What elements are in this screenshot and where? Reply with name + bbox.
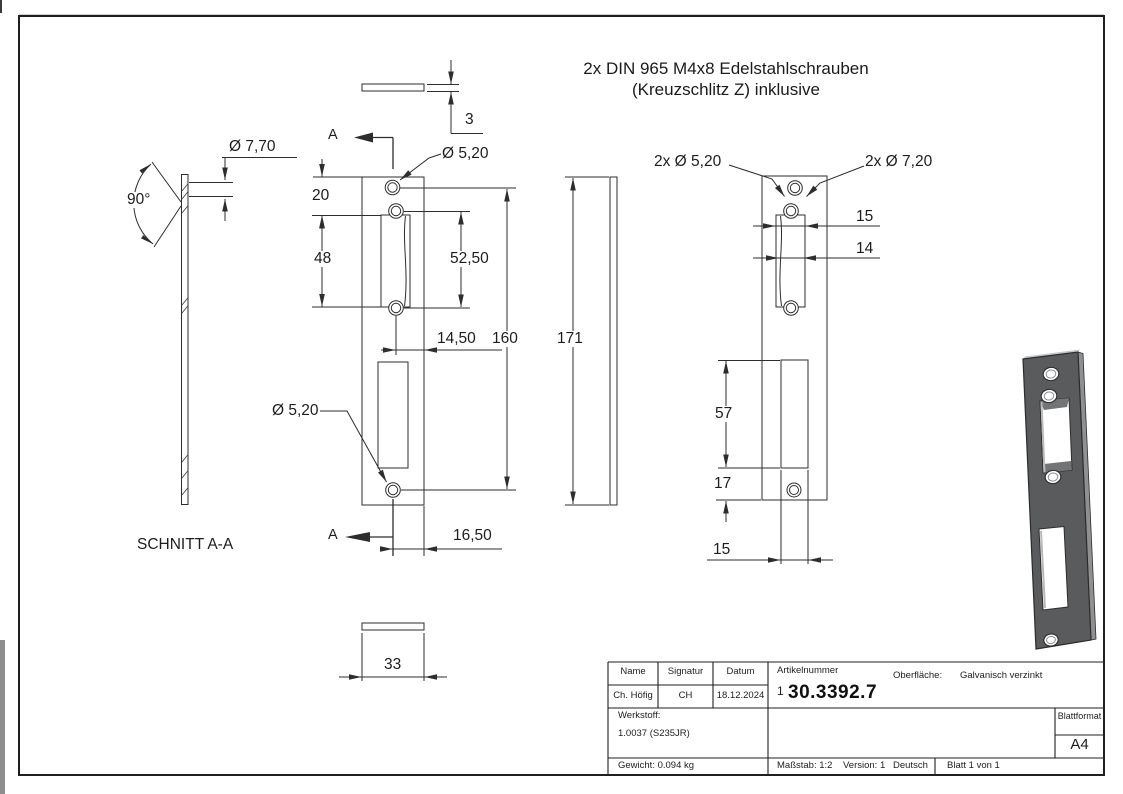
tb-value-blattformat: A4 — [1070, 736, 1089, 753]
dim-hole-spacing-latch: 52,50 — [450, 250, 489, 267]
tb-value-signatur: CH — [678, 690, 693, 701]
tb-header-oberflaeche: Oberfläche: — [893, 670, 943, 681]
window-corner-mark — [0, 0, 2, 13]
dim-bottom-hole-offset: 16,50 — [453, 527, 492, 544]
tb-value-massstab: Maßstab: 1:2 — [777, 760, 833, 771]
tb-header-datum: Datum — [726, 666, 755, 677]
window-edge-stripe — [0, 640, 5, 794]
dim-hole-dia-bottom: Ø 5,20 — [272, 402, 319, 419]
cut-mark-top: A — [328, 127, 338, 143]
dim-hole-dia-top: Ø 5,20 — [442, 145, 489, 162]
section-cut-arrow-top — [354, 133, 393, 170]
tb-artikelnummer-sup: 1 — [777, 684, 784, 698]
dim-latch-height: 48 — [314, 250, 332, 267]
dim-bottom-margin: 17 — [714, 475, 732, 492]
screws-note-line1: 2x DIN 965 M4x8 Edelstahlschrauben — [583, 59, 869, 78]
tb-artikelnummer: 30.3392.7 — [788, 682, 878, 703]
screws-note — [540, 58, 912, 100]
tb-value-werkstoff: 1.0037 (S235JR) — [618, 728, 690, 739]
tb-value-datum: 18.12.2024 — [716, 690, 765, 701]
section-view — [134, 158, 297, 505]
dim-countersink-angle: 90° — [127, 191, 151, 208]
tb-header-blattformat: Blattformat — [1057, 711, 1102, 721]
tb-value-name: Ch. Höfig — [613, 690, 653, 701]
dim-latch-width: 15 — [856, 208, 874, 225]
tb-value-gewicht: Gewicht: 0.094 kg — [618, 760, 695, 771]
tb-value-version: Version: 1 — [843, 760, 886, 771]
tb-header-artikelnummer: Artikelnummer — [777, 665, 839, 676]
edge-view — [610, 177, 617, 505]
tb-value-blatt: Blatt 1 von 1 — [947, 760, 1000, 771]
dim-holes-small: 2x Ø 5,20 — [654, 153, 722, 170]
tb-header-signatur: Signatur — [667, 666, 704, 677]
dim-holes-csk: 2x Ø 7,20 — [865, 153, 933, 170]
dim-edge-to-hole: 20 — [312, 187, 330, 204]
dim-hole-offset-x: 14,50 — [437, 330, 476, 347]
dim-plate-height: 171 — [557, 330, 583, 347]
tb-header-name: Name — [620, 666, 646, 677]
cut-mark-bottom: A — [328, 527, 338, 543]
section-view-label: SCHNITT A-A — [137, 536, 234, 553]
section-cut-arrow-bottom — [345, 499, 393, 556]
dim-countersink-dia: Ø 7,70 — [229, 138, 276, 155]
dim-thickness: 3 — [465, 111, 474, 128]
iso-view — [1023, 350, 1096, 650]
dim-outer-hole-spacing: 160 — [492, 330, 518, 347]
dim-latch-inner-width: 14 — [856, 240, 874, 257]
tb-header-werkstoff: Werkstoff: — [618, 710, 661, 721]
dim-lower-cutout-height: 57 — [715, 405, 733, 422]
tb-value-sprache: Deutsch — [893, 760, 928, 771]
tb-value-oberflaeche: Galvanisch verzinkt — [960, 670, 1043, 681]
dim-lower-cutout-width: 15 — [713, 541, 731, 558]
screws-note-line2: (Kreuzschlitz Z) inklusive — [632, 80, 820, 99]
dim-plate-width: 33 — [384, 656, 402, 673]
